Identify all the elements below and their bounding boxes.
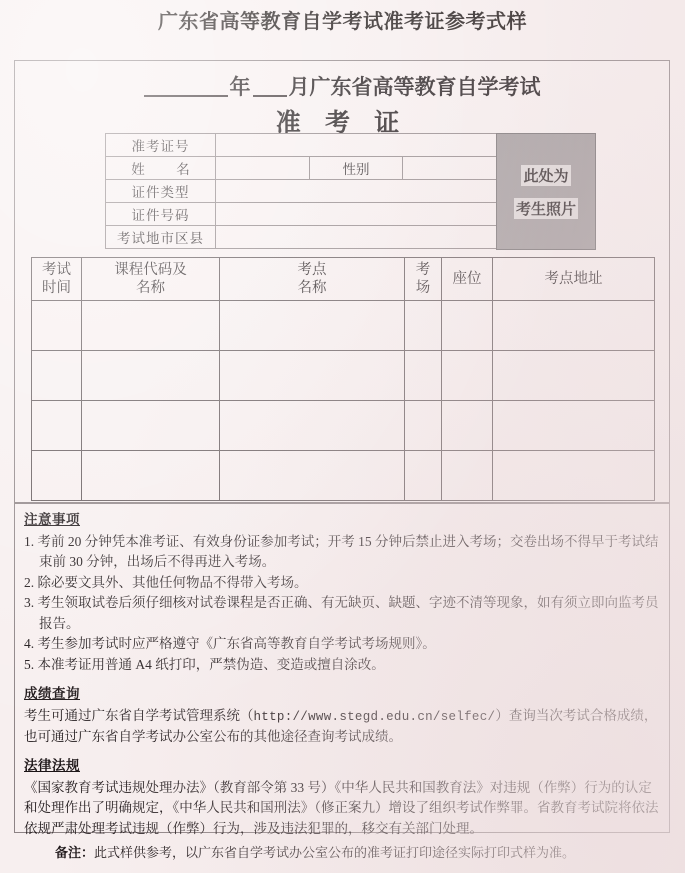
notes-panel [14,503,670,836]
table-header-row [32,258,655,301]
page-title: 广东省高等教育自学考试准考证参考式样 [158,11,527,33]
candidate-photo-placeholder [496,133,596,250]
score-text-before: 考生可通过广东省自学考试管理系统（ [24,707,254,723]
value-exam-region[interactable] [216,226,497,249]
month-blank-field[interactable] [253,95,287,97]
cell-exam-time[interactable] [32,351,82,401]
column-header-address [493,258,655,301]
footnote-text: 此式样供参考，以广东省自学考试办公室公布的准考证打印途径实际打印式样为准。 [94,845,576,860]
list-item: 1. 考前 20 分钟凭本准考证、有效身份证参加考试；开考 15 分钟后禁止进入考场；交卷出场不得早于考试结束前 30 分钟，出场后不得再进入考场。 [24,533,659,570]
value-id-type[interactable] [216,180,497,203]
cell-seat[interactable] [442,301,493,351]
label-name: 姓 名 [106,157,216,180]
score-query-heading: 成绩查询 [24,686,80,702]
cell-address[interactable] [493,401,655,451]
cell-course[interactable] [82,301,220,351]
law-block [24,756,660,839]
label-exam-region: 考试地市区县 [106,226,216,249]
table-row [32,451,655,501]
table-row [106,226,497,249]
ticket-main-title: 准 考 证 [275,109,409,137]
cell-seat[interactable] [442,451,493,501]
header-line-1: 考点 [297,261,327,278]
exam-schedule-table [31,257,655,501]
header-line-1: 考 [415,261,431,278]
cell-site-name[interactable] [220,451,405,501]
column-header-course [82,258,220,301]
footnote [55,842,655,861]
ticket-heading-line [15,75,669,101]
cell-room[interactable] [405,351,442,401]
value-sex[interactable] [403,157,497,180]
header-line-1: 课程代码及 [114,261,187,278]
cell-room[interactable] [405,451,442,501]
notice-list [24,532,660,676]
cell-course[interactable] [82,451,220,501]
score-query-text [24,706,660,748]
table-row [106,203,497,226]
year-blank-field[interactable] [144,95,228,97]
cell-exam-time[interactable] [32,401,82,451]
candidate-info-table [105,133,497,249]
heading-org-label: 月广东省高等教育自学考试 [288,75,541,99]
cell-course[interactable] [82,351,220,401]
header-line-1: 考试 [42,261,71,278]
label-id-type: 证件类型 [106,180,216,203]
cell-address[interactable] [493,351,655,401]
cell-seat[interactable] [442,401,493,451]
value-id-number[interactable] [216,203,497,226]
photo-placeholder-line1: 此处为 [521,165,570,186]
photo-placeholder-line2: 考生照片 [514,198,578,219]
label-sex: 性别 [309,157,403,180]
cell-exam-time[interactable] [32,301,82,351]
header-line-2: 场 [415,280,431,296]
footnote-label: 备注： [55,845,95,860]
cell-site-name[interactable] [220,351,405,401]
score-query-url[interactable]: http://www.stegd.edu.cn/selfec/ [253,709,496,724]
law-text: 《国家教育考试违规处理办法》（教育部令第 33 号）《中华人民共和国教育法》对违规（作弊）行为的认定和处理作出了明确规定，《中华人民共和国刑法》（修正案九）增设了组织考试作弊罪。省教育考试院将依法依规严肃处理考试违规（作弊）行为，涉及违法犯罪的，移交有关部门处理。 [24,779,659,836]
list-item: 3. 考生领取试卷后须仔细核对试卷课程是否正确、有无缺页、缺题、字迹不清等现象，如有须立即向监考员报告。 [24,595,659,631]
cell-seat[interactable] [442,351,493,401]
score-text-after: ）查询当次考试合格成绩，也可通过广东省自学考试办公室公布的其他途径查询考试成绩。 [24,707,658,744]
list-item: 2. 除必要文具外、其他任何物品不得带入考场。 [24,574,308,590]
list-item: 4. 考生参加考试时应严格遵守《广东省高等教育自学考试考场规则》。 [24,636,436,652]
label-id-number: 证件号码 [106,203,216,226]
list-item: 5. 本准考证用普通 A4 纸打印，严禁伪造、变造或擅自涂改。 [24,656,385,672]
candidate-info-area [105,133,583,249]
score-query-block [24,684,660,747]
column-header-exam-time [32,258,82,301]
cell-address[interactable] [493,451,655,501]
year-suffix-label: 年 [229,75,251,99]
cell-site-name[interactable] [220,301,405,351]
table-row [32,401,655,451]
cell-room[interactable] [405,301,442,351]
cell-exam-time[interactable] [32,451,82,501]
table-row [32,351,655,401]
cell-course[interactable] [82,401,220,451]
column-header-site-name [220,258,405,301]
header-line-1: 考点地址 [544,270,603,287]
value-name[interactable] [216,157,310,180]
cell-address[interactable] [493,301,655,351]
label-ticket-number: 准考证号 [106,134,216,157]
admission-ticket-card [14,60,670,503]
header-line-2: 名称 [297,280,327,296]
column-header-room [405,258,442,301]
cell-site-name[interactable] [220,401,405,451]
table-row [32,301,655,351]
header-line-1: 座位 [452,270,482,287]
header-line-2: 名称 [136,280,165,296]
table-row [106,180,497,203]
table-row [106,134,497,157]
table-row [106,157,497,180]
value-ticket-number[interactable] [216,134,497,157]
law-section-heading: 法律法规 [24,758,80,774]
notice-section-heading: 注意事项 [24,512,80,527]
column-header-seat [442,258,493,301]
header-line-2: 时间 [42,280,71,296]
cell-room[interactable] [405,401,442,451]
